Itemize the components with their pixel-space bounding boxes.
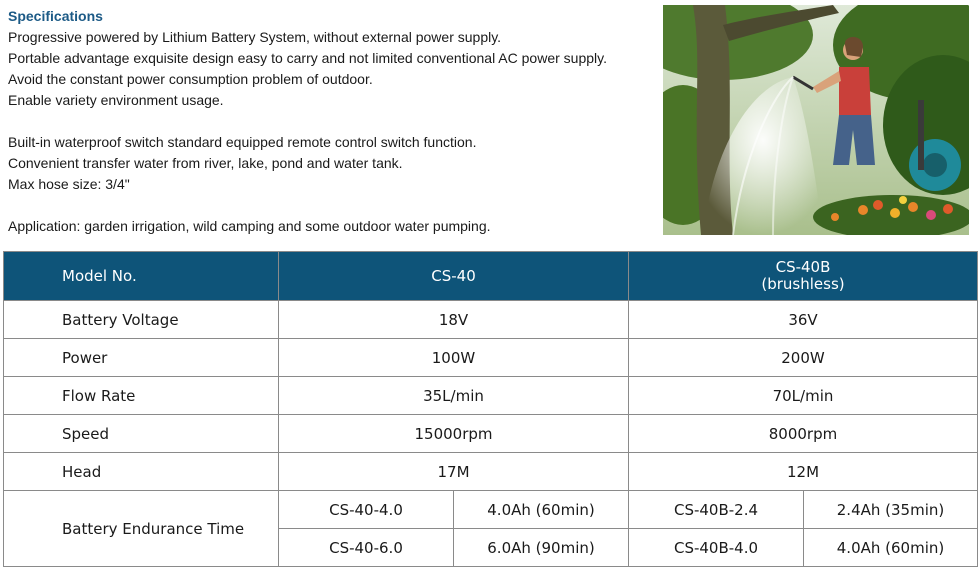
cell-cs40b: 70L/min (629, 377, 978, 415)
cell-cs40-battery-time: 4.0Ah (60min) (454, 491, 629, 529)
row-label: Flow Rate (4, 377, 279, 415)
specifications-table (3, 251, 978, 567)
cell-cs40: 15000rpm (279, 415, 629, 453)
cell-cs40b-battery-model: CS-40B-4.0 (629, 529, 804, 567)
intro-line: Max hose size: 3/4" (8, 176, 130, 192)
header-model-no: Model No. (4, 252, 279, 301)
section-heading: Specifications (8, 8, 103, 24)
intro-line: Avoid the constant power consumption problem of outdoor. (8, 71, 373, 87)
cell-cs40b: 12M (629, 453, 978, 491)
table-row (4, 415, 978, 453)
row-label: Power (4, 339, 279, 377)
table-row (4, 453, 978, 491)
cell-cs40b: 200W (629, 339, 978, 377)
cell-cs40: 35L/min (279, 377, 629, 415)
cell-cs40-battery-time: 6.0Ah (90min) (454, 529, 629, 567)
table-row (4, 377, 978, 415)
table-row (4, 301, 978, 339)
cell-cs40: 18V (279, 301, 629, 339)
table-row (4, 339, 978, 377)
intro-line: Portable advantage exquisite design easy to carry and not limited conventional AC power supply. (8, 50, 607, 66)
cell-cs40b: 8000rpm (629, 415, 978, 453)
garden-photo-illustration (663, 5, 969, 235)
intro-line: Enable variety environment usage. (8, 92, 224, 108)
cell-cs40b-battery-time: 2.4Ah (35min) (804, 491, 978, 529)
header-cs40b-note: (brushless) (761, 275, 845, 293)
row-label: Head (4, 453, 279, 491)
cell-cs40b-battery-model: CS-40B-2.4 (629, 491, 804, 529)
cell-cs40b-battery-time: 4.0Ah (60min) (804, 529, 978, 567)
header-cs40: CS-40 (279, 252, 629, 301)
table-header-row (4, 252, 978, 301)
application-line: Application: garden irrigation, wild camping and some outdoor water pumping. (8, 218, 491, 234)
intro-line: Built-in waterproof switch standard equipped remote control switch function. (8, 134, 477, 150)
cell-cs40-battery-model: CS-40-6.0 (279, 529, 454, 567)
cell-cs40b: 36V (629, 301, 978, 339)
garden-watering-photo (663, 5, 969, 235)
intro-line: Convenient transfer water from river, lake, pond and water tank. (8, 155, 403, 171)
intro-line: Progressive powered by Lithium Battery System, without external power supply. (8, 29, 502, 45)
header-cs40b (629, 252, 978, 301)
cell-cs40: 17M (279, 453, 629, 491)
header-cs40b-model: CS-40B (775, 258, 831, 276)
row-label: Battery Voltage (4, 301, 279, 339)
specifications-intro (8, 7, 648, 237)
cell-cs40-battery-model: CS-40-4.0 (279, 491, 454, 529)
table-row (4, 491, 978, 529)
row-label: Speed (4, 415, 279, 453)
cell-cs40: 100W (279, 339, 629, 377)
row-label-endurance: Battery Endurance Time (4, 491, 279, 567)
